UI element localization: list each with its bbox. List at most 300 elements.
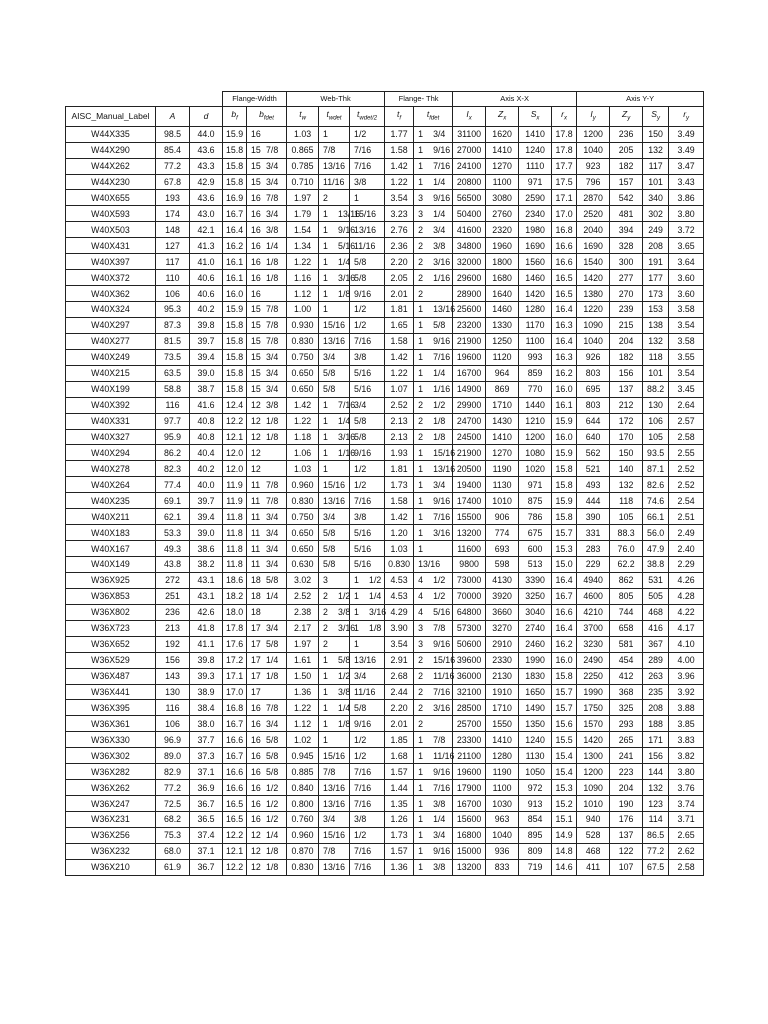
cell-bf: 16.6 xyxy=(223,780,247,796)
cell-d: 40.8 xyxy=(190,429,223,445)
cell-ix: 19600 xyxy=(453,764,486,780)
cell-tfdet: 1 3/16 xyxy=(414,525,453,541)
cell-aisc-manual-label: W40X655 xyxy=(66,190,156,206)
cell-zx: 1040 xyxy=(486,827,519,843)
cell-ix: 15600 xyxy=(453,812,486,828)
cell-sy: 150 xyxy=(643,126,669,142)
cell-ry: 4.17 xyxy=(669,620,704,636)
cell-zy: 542 xyxy=(610,190,643,206)
cell-aisc-manual-label: W40X397 xyxy=(66,254,156,270)
cell-tfdet: 1 5/8 xyxy=(414,317,453,333)
cell-zy: 204 xyxy=(610,780,643,796)
cell-ry: 3.82 xyxy=(669,748,704,764)
cell-bfdet: 12 xyxy=(247,461,287,477)
cell-tw: 0.650 xyxy=(287,541,319,557)
cell-twdet: 13/16 xyxy=(319,158,350,174)
cell-tf: 1.58 xyxy=(385,333,414,349)
cell-twdet: 1 1/16 xyxy=(319,445,350,461)
cell-ix: 28500 xyxy=(453,700,486,716)
cell-sx: 972 xyxy=(519,780,552,796)
cell-sx: 913 xyxy=(519,796,552,812)
cell-zx: 3660 xyxy=(486,604,519,620)
cell-iy: 521 xyxy=(577,461,610,477)
cell-aisc-manual-label: W36X282 xyxy=(66,764,156,780)
cell-twdet: 1 xyxy=(319,732,350,748)
cell-tw: 1.16 xyxy=(287,270,319,286)
cell-iy: 1040 xyxy=(577,333,610,349)
cell-ix: 64800 xyxy=(453,604,486,620)
cell-twdet-2: 7/16 xyxy=(350,493,385,509)
cell-zx: 1430 xyxy=(486,413,519,429)
cell-sx: 1410 xyxy=(519,126,552,142)
cell-rx: 15.6 xyxy=(552,716,577,732)
cell-bf: 15.8 xyxy=(223,349,247,365)
cell-tf: 1.81 xyxy=(385,302,414,318)
cell-twdet: 1 1/2 xyxy=(319,668,350,684)
cell-sx: 1100 xyxy=(519,333,552,349)
cell-bf: 16.5 xyxy=(223,812,247,828)
cell-iy: 390 xyxy=(577,509,610,525)
cell-rx: 14.8 xyxy=(552,843,577,859)
cell-rx: 16.1 xyxy=(552,397,577,413)
cell-a: 85.4 xyxy=(156,142,190,158)
cell-zx: 3270 xyxy=(486,620,519,636)
cell-tf: 3.90 xyxy=(385,620,414,636)
cell-bfdet: 16 7/8 xyxy=(247,190,287,206)
cell-iy: 562 xyxy=(577,445,610,461)
cell-twdet-2: 13/16 xyxy=(350,652,385,668)
cell-sx: 1170 xyxy=(519,317,552,333)
cell-ix: 50400 xyxy=(453,206,486,222)
column-header-d: d xyxy=(190,107,223,127)
table-row xyxy=(66,588,704,604)
cell-ix: 28900 xyxy=(453,286,486,302)
cell-iy: 803 xyxy=(577,397,610,413)
cell-ry: 2.57 xyxy=(669,413,704,429)
cell-d: 39.0 xyxy=(190,525,223,541)
cell-ix: 41600 xyxy=(453,222,486,238)
table-row xyxy=(66,780,704,796)
cell-tf: 0.830 xyxy=(385,557,414,573)
cell-twdet: 13/16 xyxy=(319,796,350,812)
cell-iy: 4600 xyxy=(577,588,610,604)
cell-d: 39.7 xyxy=(190,493,223,509)
cell-zx: 1190 xyxy=(486,461,519,477)
cell-bf: 12.2 xyxy=(223,413,247,429)
cell-ix: 21900 xyxy=(453,333,486,349)
cell-sx: 875 xyxy=(519,493,552,509)
cell-zx: 774 xyxy=(486,525,519,541)
cell-aisc-manual-label: W40X235 xyxy=(66,493,156,509)
cell-twdet-2: 3/8 xyxy=(350,509,385,525)
cell-twdet-2: 1 1/8 xyxy=(350,620,385,636)
cell-d: 40.8 xyxy=(190,413,223,429)
cell-twdet-2: 5/16 xyxy=(350,541,385,557)
cell-d: 39.3 xyxy=(190,668,223,684)
cell-twdet-2: 15/16 xyxy=(350,206,385,222)
cell-bfdet: 16 5/8 xyxy=(247,748,287,764)
cell-rx: 16.4 xyxy=(552,620,577,636)
column-header-tf: $t_f$ xyxy=(385,107,414,127)
cell-bfdet: 17 1/4 xyxy=(247,652,287,668)
cell-twdet: 11/16 xyxy=(319,174,350,190)
column-group-web-thk: Web-Thk xyxy=(287,92,385,107)
column-header-sx: $S_x$ xyxy=(519,107,552,127)
cell-aisc-manual-label: W36X802 xyxy=(66,604,156,620)
cell-iy: 3700 xyxy=(577,620,610,636)
cell-zy: 270 xyxy=(610,286,643,302)
cell-sx: 2740 xyxy=(519,620,552,636)
cell-tfdet: 2 7/16 xyxy=(414,684,453,700)
cell-d: 41.0 xyxy=(190,254,223,270)
cell-zx: 906 xyxy=(486,509,519,525)
cell-tfdet: 4 5/16 xyxy=(414,604,453,620)
cell-tfdet: 1 3/4 xyxy=(414,126,453,142)
column-header-twdet: $t_{wdet}$ xyxy=(319,107,350,127)
cell-tfdet: 1 7/16 xyxy=(414,509,453,525)
cell-tfdet: 2 3/16 xyxy=(414,254,453,270)
cell-aisc-manual-label: W40X211 xyxy=(66,509,156,525)
cell-bfdet: 16 5/8 xyxy=(247,732,287,748)
cell-iy: 1090 xyxy=(577,780,610,796)
cell-sx: 993 xyxy=(519,349,552,365)
cell-d: 36.5 xyxy=(190,812,223,828)
cell-zx: 2330 xyxy=(486,652,519,668)
cell-tf: 1.85 xyxy=(385,732,414,748)
cell-sy: 302 xyxy=(643,206,669,222)
cell-tw: 3.02 xyxy=(287,572,319,588)
cell-tf: 1.22 xyxy=(385,174,414,190)
cell-rx: 15.9 xyxy=(552,493,577,509)
cell-ix: 34800 xyxy=(453,238,486,254)
cell-bfdet: 18 1/4 xyxy=(247,588,287,604)
cell-zy: 204 xyxy=(610,333,643,349)
table-row xyxy=(66,493,704,509)
cell-sx: 2460 xyxy=(519,636,552,652)
cell-a: 81.5 xyxy=(156,333,190,349)
cell-sx: 1210 xyxy=(519,413,552,429)
cell-a: 68.0 xyxy=(156,843,190,859)
cell-tf: 3.23 xyxy=(385,206,414,222)
cell-tfdet: 4 1/2 xyxy=(414,572,453,588)
cell-d: 37.1 xyxy=(190,843,223,859)
cell-rx: 15.0 xyxy=(552,557,577,573)
cell-d: 40.6 xyxy=(190,270,223,286)
cell-tw: 1.02 xyxy=(287,732,319,748)
cell-rx: 16.4 xyxy=(552,572,577,588)
cell-bf: 12.2 xyxy=(223,859,247,875)
cell-ry: 2.58 xyxy=(669,429,704,445)
cell-rx: 16.4 xyxy=(552,302,577,318)
cell-tw: 0.760 xyxy=(287,812,319,828)
cell-zy: 239 xyxy=(610,302,643,318)
cell-rx: 17.5 xyxy=(552,174,577,190)
cell-twdet: 1 1/4 xyxy=(319,413,350,429)
cell-ry: 3.72 xyxy=(669,222,704,238)
cell-zy: 172 xyxy=(610,413,643,429)
cell-a: 63.5 xyxy=(156,365,190,381)
cell-ix: 13200 xyxy=(453,859,486,875)
cell-ry: 3.60 xyxy=(669,270,704,286)
cell-a: 127 xyxy=(156,238,190,254)
cell-zy: 581 xyxy=(610,636,643,652)
cell-aisc-manual-label: W40X183 xyxy=(66,525,156,541)
cell-ry: 3.88 xyxy=(669,700,704,716)
cell-aisc-manual-label: W36X256 xyxy=(66,827,156,843)
cell-bfdet: 16 1/8 xyxy=(247,254,287,270)
cell-a: 116 xyxy=(156,397,190,413)
cell-ry: 2.49 xyxy=(669,525,704,541)
cell-twdet-2: 5/16 xyxy=(350,381,385,397)
cell-tf: 2.36 xyxy=(385,238,414,254)
table-row xyxy=(66,302,704,318)
cell-aisc-manual-label: W40X431 xyxy=(66,238,156,254)
cell-bf: 12.1 xyxy=(223,429,247,445)
table-row xyxy=(66,254,704,270)
cell-bf: 15.8 xyxy=(223,381,247,397)
cell-twdet: 5/8 xyxy=(319,381,350,397)
cell-zx: 1460 xyxy=(486,302,519,318)
cell-twdet: 13/16 xyxy=(319,493,350,509)
cell-twdet: 3/4 xyxy=(319,812,350,828)
cell-zx: 964 xyxy=(486,365,519,381)
cell-twdet: 1 xyxy=(319,461,350,477)
cell-twdet: 3/4 xyxy=(319,349,350,365)
cell-ix: 56500 xyxy=(453,190,486,206)
cell-iy: 283 xyxy=(577,541,610,557)
section-properties-sheet xyxy=(65,91,704,876)
cell-d: 41.8 xyxy=(190,620,223,636)
cell-twdet-2: 7/16 xyxy=(350,780,385,796)
column-header-bf: $b_f$ xyxy=(223,107,247,127)
cell-ry: 2.55 xyxy=(669,445,704,461)
cell-d: 37.4 xyxy=(190,827,223,843)
cell-zx: 833 xyxy=(486,859,519,875)
cell-sy: 38.8 xyxy=(643,557,669,573)
cell-bfdet: 18 5/8 xyxy=(247,572,287,588)
cell-rx: 14.9 xyxy=(552,827,577,843)
cell-zx: 1710 xyxy=(486,397,519,413)
cell-bfdet: 16 xyxy=(247,126,287,142)
cell-tw: 1.42 xyxy=(287,397,319,413)
cell-sx: 1350 xyxy=(519,716,552,732)
cell-bfdet: 15 3/4 xyxy=(247,349,287,365)
cell-twdet: 1 5/16 xyxy=(319,238,350,254)
cell-rx: 15.3 xyxy=(552,780,577,796)
cell-twdet: 7/8 xyxy=(319,764,350,780)
cell-aisc-manual-label: W36X529 xyxy=(66,652,156,668)
cell-d: 39.8 xyxy=(190,652,223,668)
cell-tw: 1.03 xyxy=(287,126,319,142)
cell-sy: 177 xyxy=(643,270,669,286)
cell-twdet-2: 3/4 xyxy=(350,668,385,684)
table-row xyxy=(66,333,704,349)
cell-tfdet: 3 7/8 xyxy=(414,620,453,636)
table-row xyxy=(66,764,704,780)
cell-iy: 695 xyxy=(577,381,610,397)
cell-tw: 1.97 xyxy=(287,190,319,206)
cell-zy: 150 xyxy=(610,445,643,461)
cell-ry: 3.64 xyxy=(669,254,704,270)
cell-twdet: 2 xyxy=(319,636,350,652)
cell-zy: 156 xyxy=(610,365,643,381)
cell-sy: 367 xyxy=(643,636,669,652)
cell-sx: 1490 xyxy=(519,700,552,716)
cell-a: 156 xyxy=(156,652,190,668)
cell-aisc-manual-label: W44X262 xyxy=(66,158,156,174)
cell-d: 39.0 xyxy=(190,365,223,381)
cell-sy: 505 xyxy=(643,588,669,604)
cell-aisc-manual-label: W44X230 xyxy=(66,174,156,190)
cell-tw: 0.945 xyxy=(287,748,319,764)
cell-twdet: 1 xyxy=(319,126,350,142)
cell-sy: 188 xyxy=(643,716,669,732)
cell-tw: 0.800 xyxy=(287,796,319,812)
cell-twdet: 15/16 xyxy=(319,748,350,764)
cell-zx: 963 xyxy=(486,812,519,828)
cell-sx: 1130 xyxy=(519,748,552,764)
cell-bfdet: 17 5/8 xyxy=(247,636,287,652)
cell-zx: 1800 xyxy=(486,254,519,270)
cell-iy: 4210 xyxy=(577,604,610,620)
cell-a: 53.3 xyxy=(156,525,190,541)
cell-a: 97.7 xyxy=(156,413,190,429)
cell-twdet-2: 5/8 xyxy=(350,413,385,429)
table-row xyxy=(66,365,704,381)
cell-zx: 1410 xyxy=(486,732,519,748)
cell-ry: 4.28 xyxy=(669,588,704,604)
cell-a: 110 xyxy=(156,270,190,286)
column-header-rx: $r_x$ xyxy=(552,107,577,127)
cell-a: 62.1 xyxy=(156,509,190,525)
table-row xyxy=(66,174,704,190)
table-row xyxy=(66,286,704,302)
cell-bfdet: 16 3/4 xyxy=(247,716,287,732)
cell-tw: 1.22 xyxy=(287,700,319,716)
cell-rx: 15.2 xyxy=(552,796,577,812)
cell-zx: 1190 xyxy=(486,764,519,780)
cell-bfdet: 16 xyxy=(247,286,287,302)
table-row xyxy=(66,445,704,461)
cell-ry: 4.10 xyxy=(669,636,704,652)
cell-twdet: 1 1/8 xyxy=(319,286,350,302)
cell-d: 41.3 xyxy=(190,238,223,254)
cell-a: 67.8 xyxy=(156,174,190,190)
cell-sy: 117 xyxy=(643,158,669,174)
cell-rx: 16.3 xyxy=(552,317,577,333)
cell-ix: 16700 xyxy=(453,796,486,812)
cell-bfdet: 12 3/8 xyxy=(247,397,287,413)
cell-tw: 0.750 xyxy=(287,349,319,365)
cell-twdet-2: 3/4 xyxy=(350,397,385,413)
cell-tfdet: 1 3/8 xyxy=(414,859,453,875)
cell-rx: 15.3 xyxy=(552,541,577,557)
cell-twdet: 7/8 xyxy=(319,142,350,158)
cell-twdet-2: 1 1/4 xyxy=(350,588,385,604)
cell-tfdet: 3 9/16 xyxy=(414,636,453,652)
cell-zy: 215 xyxy=(610,317,643,333)
cell-tw: 1.36 xyxy=(287,684,319,700)
cell-zy: 328 xyxy=(610,238,643,254)
cell-sy: 77.2 xyxy=(643,843,669,859)
cell-zy: 265 xyxy=(610,732,643,748)
cell-zy: 190 xyxy=(610,796,643,812)
cell-bf: 15.8 xyxy=(223,158,247,174)
cell-bf: 17.0 xyxy=(223,684,247,700)
cell-sy: 263 xyxy=(643,668,669,684)
cell-tw: 2.38 xyxy=(287,604,319,620)
cell-bf: 16.6 xyxy=(223,732,247,748)
cell-twdet-2: 1/2 xyxy=(350,126,385,142)
cell-twdet-2: 5/8 xyxy=(350,254,385,270)
cell-sy: 47.9 xyxy=(643,541,669,557)
cell-sy: 144 xyxy=(643,764,669,780)
cell-sy: 82.6 xyxy=(643,477,669,493)
cell-a: 43.8 xyxy=(156,557,190,573)
cell-twdet: 13/16 xyxy=(319,333,350,349)
cell-a: 106 xyxy=(156,286,190,302)
cell-bf: 17.6 xyxy=(223,636,247,652)
cell-aisc-manual-label: W36X302 xyxy=(66,748,156,764)
cell-tw: 0.870 xyxy=(287,843,319,859)
cell-ix: 73000 xyxy=(453,572,486,588)
cell-zx: 1550 xyxy=(486,716,519,732)
cell-bfdet: 15 3/4 xyxy=(247,174,287,190)
cell-ry: 4.00 xyxy=(669,652,704,668)
cell-bfdet: 12 xyxy=(247,445,287,461)
cell-twdet: 5/8 xyxy=(319,525,350,541)
cell-sx: 786 xyxy=(519,509,552,525)
cell-sx: 1990 xyxy=(519,652,552,668)
cell-twdet-2: 5/16 xyxy=(350,557,385,573)
cell-sx: 3390 xyxy=(519,572,552,588)
cell-tw: 0.830 xyxy=(287,493,319,509)
cell-bfdet: 17 xyxy=(247,684,287,700)
cell-ry: 3.58 xyxy=(669,333,704,349)
cell-twdet-2: 3/8 xyxy=(350,174,385,190)
cell-bf: 16.6 xyxy=(223,764,247,780)
cell-d: 40.4 xyxy=(190,445,223,461)
cell-ry: 3.54 xyxy=(669,365,704,381)
cell-aisc-manual-label: W40X264 xyxy=(66,477,156,493)
cell-bf: 15.8 xyxy=(223,365,247,381)
cell-zy: 236 xyxy=(610,126,643,142)
cell-rx: 16.6 xyxy=(552,254,577,270)
cell-aisc-manual-label: W40X392 xyxy=(66,397,156,413)
cell-tfdet: 1 1/16 xyxy=(414,381,453,397)
cell-iy: 1540 xyxy=(577,254,610,270)
cell-iy: 444 xyxy=(577,493,610,509)
column-header-tw: $t_w$ xyxy=(287,107,319,127)
cell-twdet: 5/8 xyxy=(319,365,350,381)
cell-d: 36.7 xyxy=(190,859,223,875)
cell-sx: 1830 xyxy=(519,668,552,684)
cell-bf: 12.0 xyxy=(223,445,247,461)
cell-tw: 0.930 xyxy=(287,317,319,333)
cell-tw: 1.12 xyxy=(287,286,319,302)
cell-tf: 2.76 xyxy=(385,222,414,238)
cell-tf: 1.81 xyxy=(385,461,414,477)
cell-zy: 241 xyxy=(610,748,643,764)
cell-twdet: 1 1/4 xyxy=(319,254,350,270)
cell-bf: 11.9 xyxy=(223,477,247,493)
cell-ry: 3.80 xyxy=(669,764,704,780)
table-row xyxy=(66,859,704,875)
column-header-ry: $r_y$ xyxy=(669,107,704,127)
cell-tw: 1.50 xyxy=(287,668,319,684)
cell-tw: 2.17 xyxy=(287,620,319,636)
cell-a: 130 xyxy=(156,684,190,700)
